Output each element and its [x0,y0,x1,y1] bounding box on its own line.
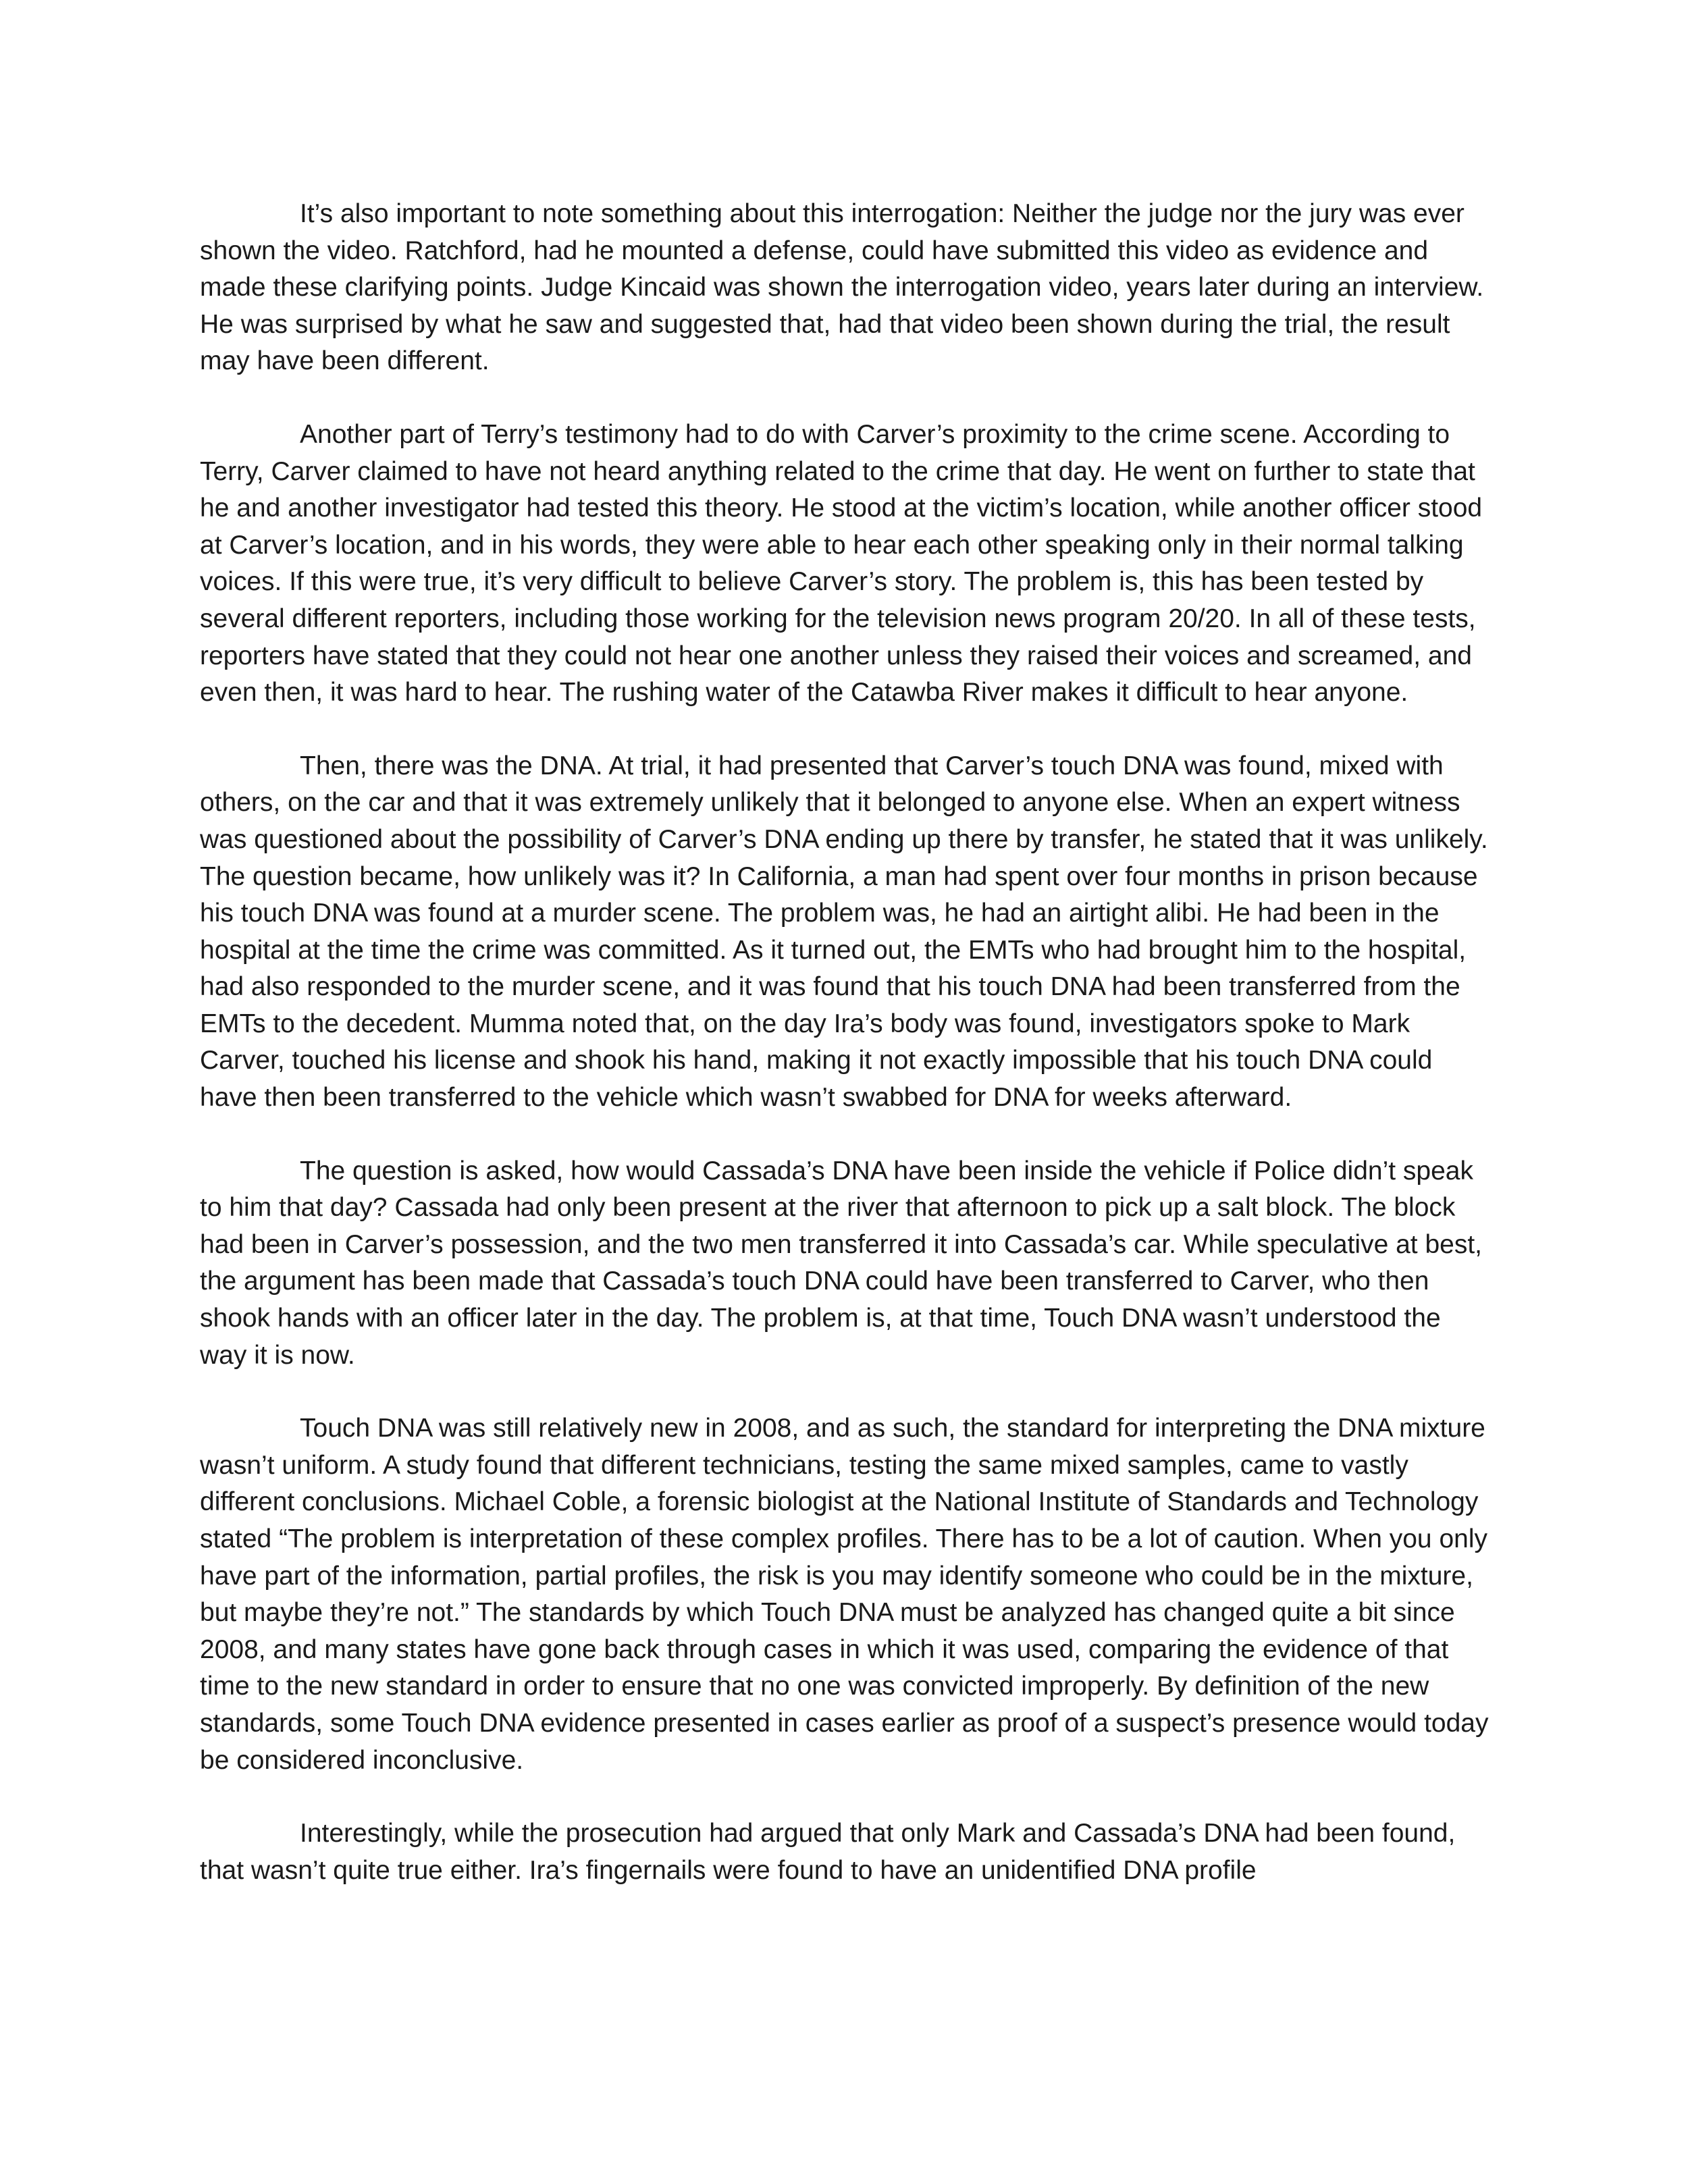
paragraph-touch-dna-standards: Touch DNA was still relatively new in 2008, and as such, the standard for interpreting the DNA mixture wasn’t uniform. A study found that different technicians, testing the same mixed samples, came to vastly different conclusions. Michael Coble, a forensic biologist at the National Institute of Standards and Technology stated “The problem is interpretation of these complex profiles. There has to be a lot of caution. When you only have part of the information, partial profiles, the risk is you may identify someone who could be in the mixture, but maybe they’re not.” The standards by which Touch DNA must be analyzed has changed quite a bit since 2008, and many states have gone back through cases in which it was used, comparing the evidence of that time to the new standard in order to ensure that no one was convicted improperly. By definition of the new standards, some Touch DNA evidence presented in cases earlier as proof of a suspect’s presence would today be considered inconclusive. [200,1414,1489,1775]
document-body [200,196,1489,1889]
paragraph-terry-testimony: Another part of Terry’s testimony had to do with Carver’s proximity to the crime scene. According to Terry, Carver claimed to have not heard anything related to the crime that day. He went on further to state that he and another investigator had tested this theory. He stood at the victim’s location, while another officer stood at Carver’s location, and in his words, they were able to hear each other speaking only in their normal talking voices. If this were true, it’s very difficult to believe Carver’s story. The problem is, this has been tested by several different reporters, including those working for the television news program 20/20. In all of these tests, reporters have stated that they could not hear one another unless they raised their voices and screamed, and even then, it was hard to hear. The rushing water of the Catawba River makes it difficult to hear anyone. [200,419,1483,708]
paragraph-interrogation-video: It’s also important to note something about this interrogation: Neither the judge nor the jury was ever shown the video. Ratchford, had he mounted a defense, could have submitted this video as evidence and made these clarifying points. Judge Kincaid was shown the interrogation video, years later during an interview. He was surprised by what he saw and suggested that, had that video been shown during the trial, the result may have been different. [200,199,1484,376]
paragraph-cassada-dna: The question is asked, how would Cassada’s DNA have been inside the vehicle if Police didn’t speak to him that day? Cassada had only been present at the river that afternoon to pick up a salt block. The block had been in Carver’s possession, and the two men transferred it into Cassada’s car. While speculative at best, the argument has been made that Cassada’s touch DNA could have been transferred to Carver, who then shook hands with an officer later in the day. The problem is, at that time, Touch DNA wasn’t understood the way it is now. [200,1156,1483,1370]
paragraph-fingernail-dna: Interestingly, while the prosecution had argued that only Mark and Cassada’s DNA had been found, that wasn’t quite true either. Ira’s fingernails were found to have an unidentified DNA profile [200,1819,1456,1885]
paragraph-dna-evidence: Then, there was the DNA. At trial, it had presented that Carver’s touch DNA was found, mixed with others, on the car and that it was extremely unlikely that it belonged to anyone else. When an expert witness was questioned about the possibility of Carver’s DNA ending up there by transfer, he stated that it was unlikely. The question became, how unlikely was it? In California, a man had spent over four months in prison because his touch DNA was found at a murder scene. The problem was, he had an airtight alibi. He had been in the hospital at the time the crime was committed. As it turned out, the EMTs who had brought him to the hospital, had also responded to the murder scene, and it was found that his touch DNA had been transferred from the EMTs to the decedent. Mumma noted that, on the day Ira’s body was found, investigators spoke to Mark Carver, touched his license and shook his hand, making it not exactly impossible that his touch DNA could have then been transferred to the vehicle which wasn’t swabbed for DNA for weeks afterward. [200,751,1488,1113]
